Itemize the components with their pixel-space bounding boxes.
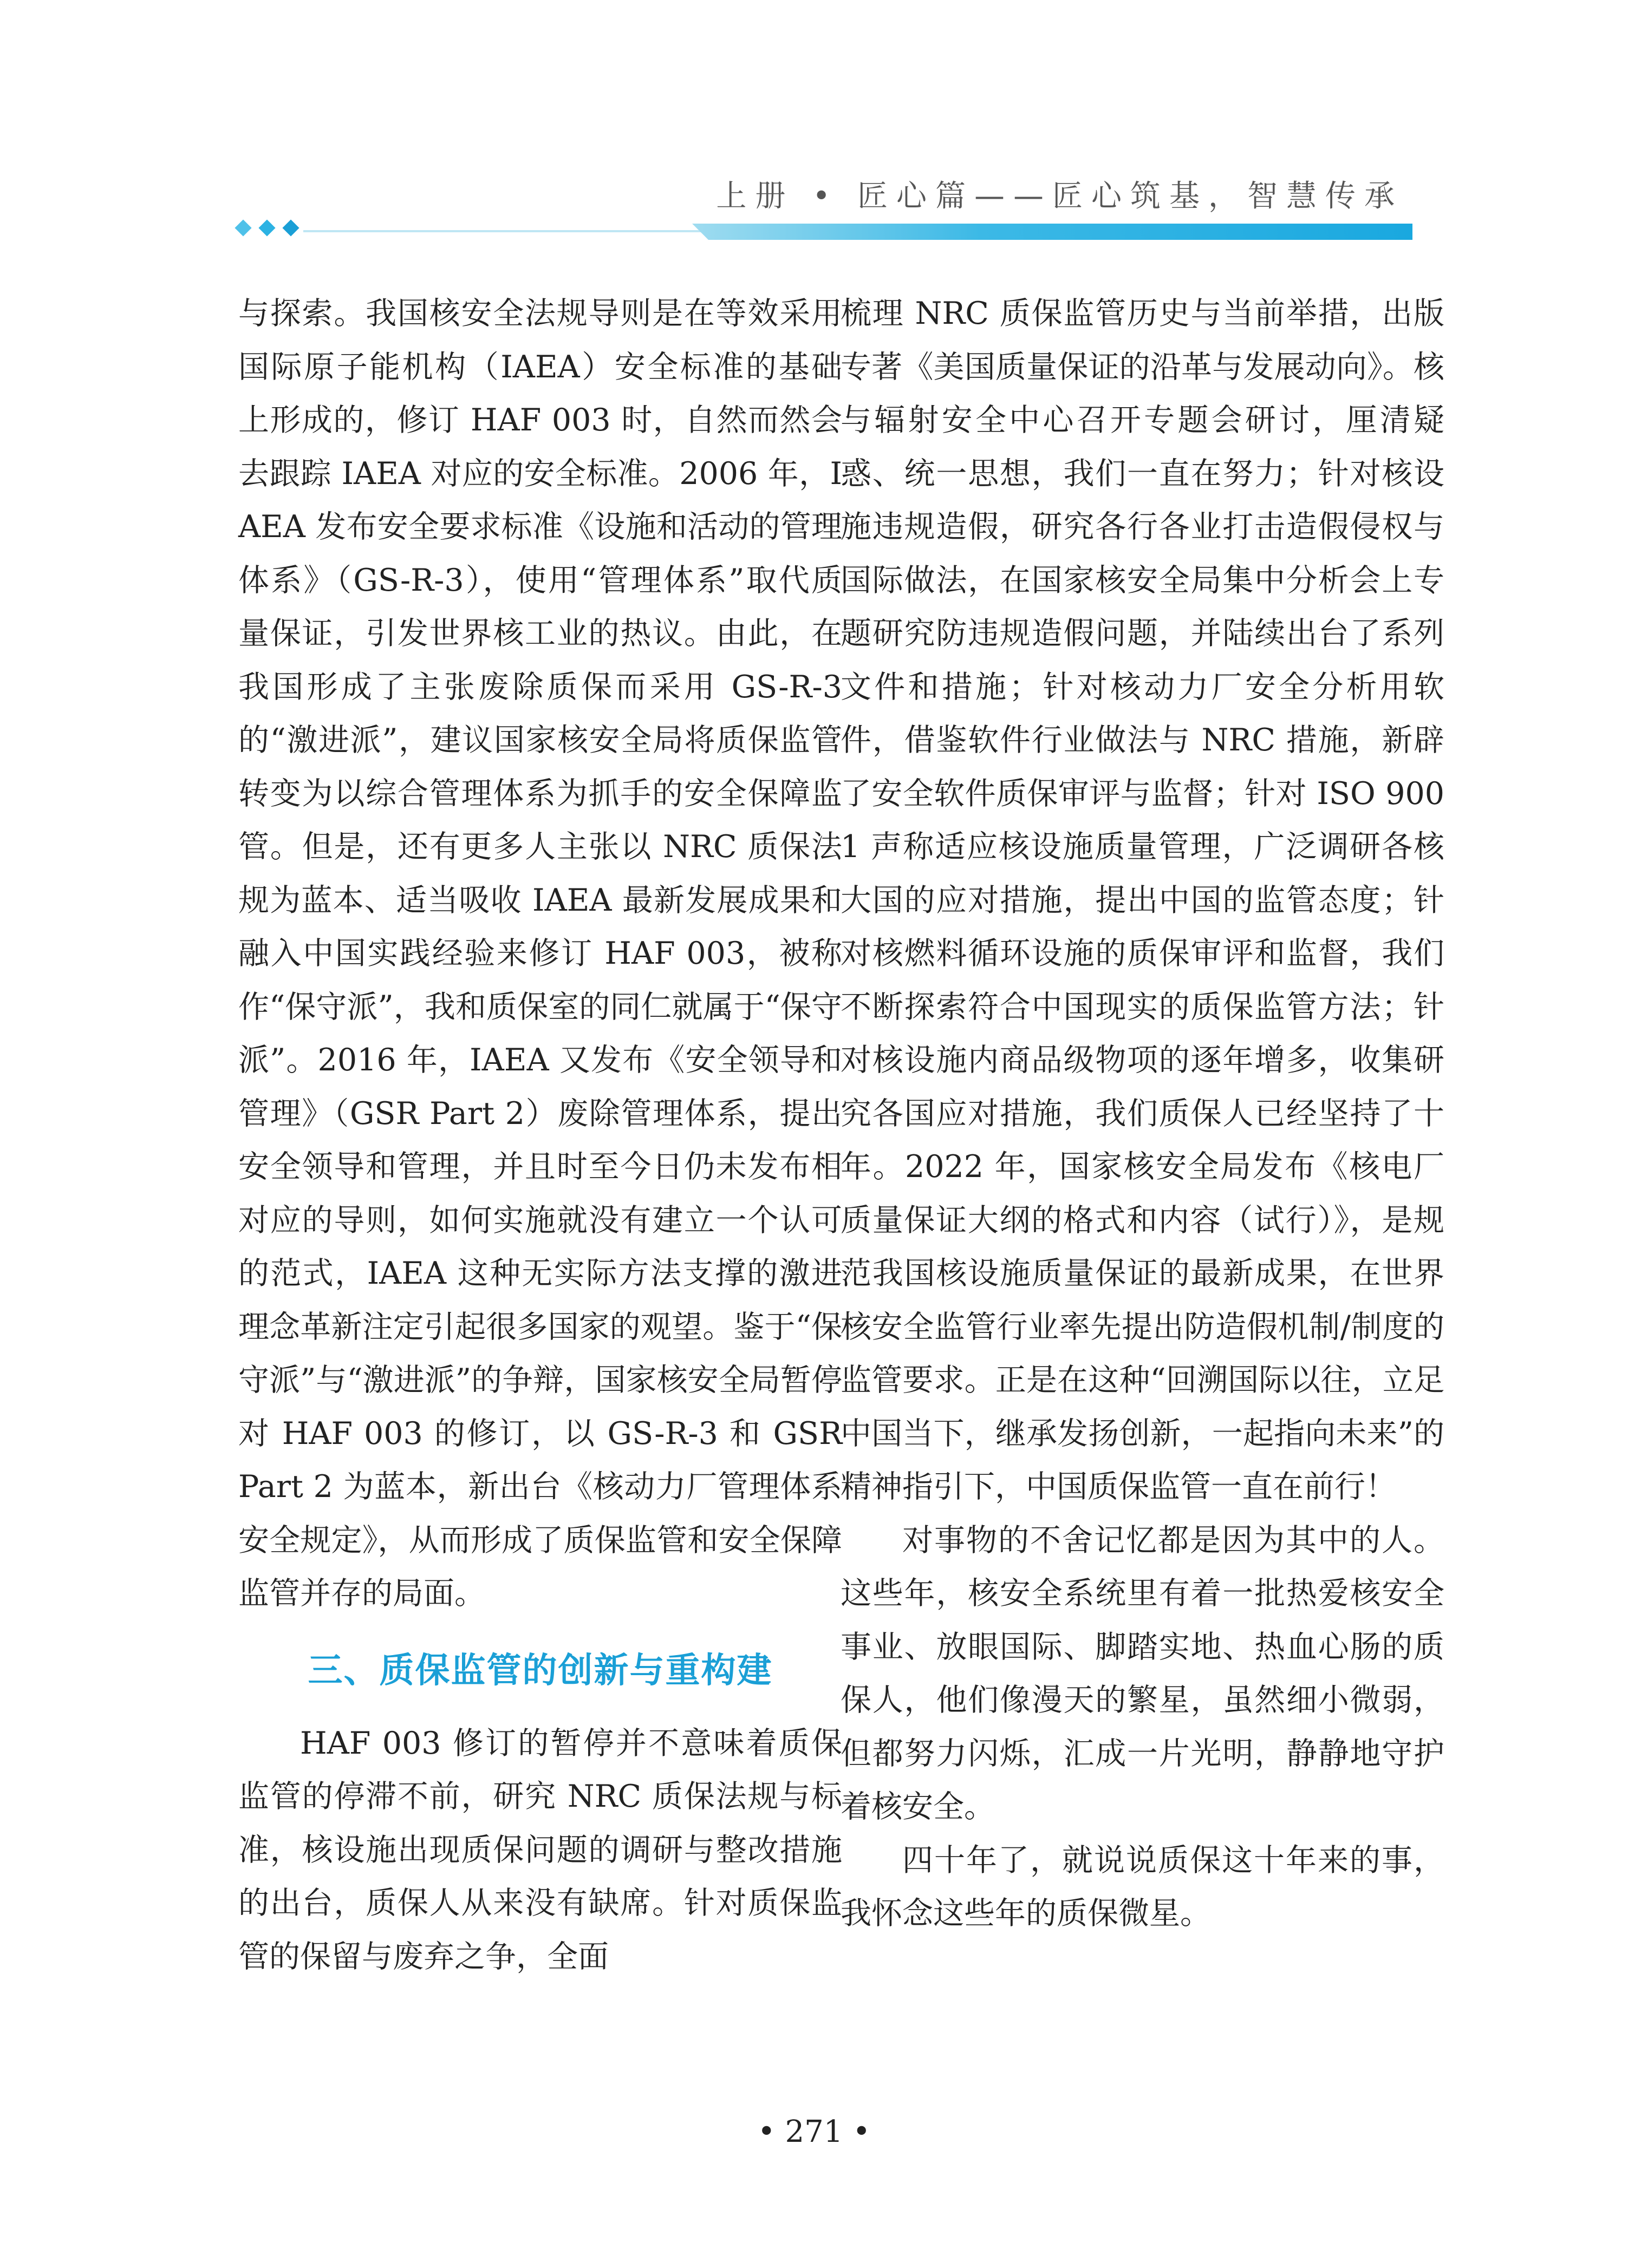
section-heading: 三、质保监管的创新与重构建 xyxy=(308,1650,773,1691)
right-column xyxy=(841,287,1444,1940)
diamond-icon xyxy=(235,219,251,236)
left-column xyxy=(238,287,842,1983)
page-number: • 271 • xyxy=(757,2114,871,2149)
header-accent-bar xyxy=(692,224,1412,240)
body-paragraph: 与探索。我国核安全法规导则是在等效采用国际原子能机构（IAEA）安全标准的基础上形成的，修订 HAF 003 时，自然而然会去跟踪 IAEA 对应的安全标准。2006 年，IAEA 发布安全要求标准《设施和活动的管理体系》（GS-R-3），使用“管理体系”取代质量保证，引发世界核工业的热议。由此，在我国形成了主张废除质保而采用 GS-R-3 的“激进派”，建议国家核安全局将质保监管转变为以综合管理体系为抓手的安全保障监管。但是，还有更多人主张以 NRC 质保法规为蓝本、适当吸收 IAEA 最新发展成果和融入中国实践经验来修订 HAF 003，被称作“保守派”，我和质保室的同仁就属于“保守派”。2016 年，IAEA 又发布《安全领导和管理》（GSR Part 2）废除管理体系，提出安全领导和管理，并且时至今日仍未发布相对应的导则，如何实施就没有建立一个认可的范式，IAEA 这种无实际方法支撑的激进理念革新注定引起很多国家的观望。鉴于“保守派”与“激进派”的争辩，国家核安全局暂停对 HAF 003 的修订，以 GS-R-3 和 GSR Part 2 为蓝本，新出台《核动力厂管理体系安全规定》，从而形成了质保监管和安全保障监管并存的局面。 xyxy=(238,296,842,1611)
running-head: 上册 • 匠心篇——匠心筑基，智慧传承 xyxy=(716,179,1403,214)
header-rule xyxy=(303,230,704,232)
diamond-icon xyxy=(258,219,275,236)
body-paragraph: 四十年了，就说说质保这十年来的事，我怀念这些年的质保微星。 xyxy=(841,1842,1444,1931)
body-paragraph: HAF 003 修订的暂停并不意味着质保监管的停滞不前，研究 NRC 质保法规与标准，核设施出现质保问题的调研与整改措施的出台，质保人从来没有缺席。针对质保监管的保留与废弃之争，全面 xyxy=(238,1725,842,1975)
diamond-icon xyxy=(282,219,299,236)
header-diamond-ornament xyxy=(237,222,297,234)
body-paragraph: 梳理 NRC 质保监管历史与当前举措，出版专著《美国质量保证的沿革与发展动向》。核与辐射安全中心召开专题会研讨，厘清疑惑、统一思想，我们一直在努力；针对核设施违规造假，研究各行各业打击造假侵权与国际做法，在国家核安全局集中分析会上专题研究防违规造假问题，并陆续出台了系列文件和措施；针对核动力厂安全分析用软件，借鉴软件行业做法与 NRC 措施，新辟了安全软件质保审评与监督；针对 ISO 9001 声称适应核设施质量管理，广泛调研各核大国的应对措施，提出中国的监管态度；针对核燃料循环设施的质保审评和监督，我们不断探索符合中国现实的质保监管方法；针对核设施内商品级物项的逐年增多，收集研究各国应对措施，我们质保人已经坚持了十年。2022 年，国家核安全局发布《核电厂质量保证大纲的格式和内容（试行）》，是规范我国核设施质量保证的最新成果，在世界核安全监管行业率先提出防造假机制/制度的监管要求。正是在这种“回溯国际以往，立足中国当下，继承发扬创新，一起指向未来”的精神指引下，中国质保监管一直在前行！ xyxy=(841,296,1444,1505)
body-paragraph: 对事物的不舍记忆都是因为其中的人。这些年，核安全系统里有着一批热爱核安全事业、放眼国际、脚踏实地、热血心肠的质保人，他们像漫天的繁星，虽然细小微弱，但都努力闪烁，汇成一片光明，静静地守护着核安全。 xyxy=(841,1522,1444,1825)
